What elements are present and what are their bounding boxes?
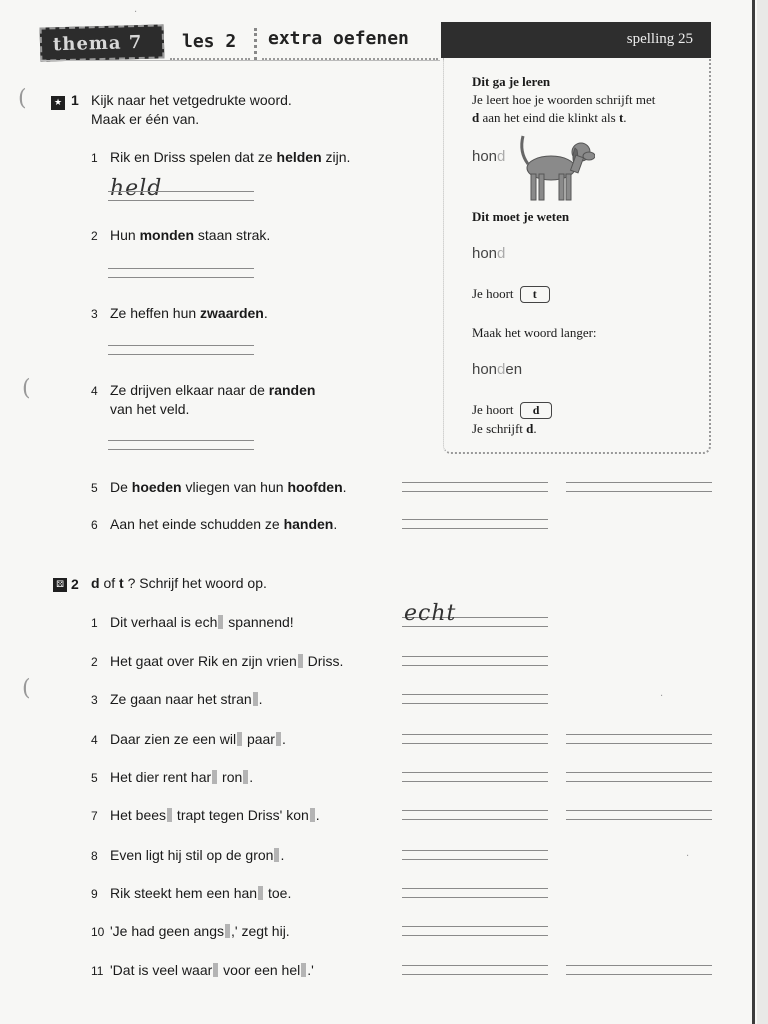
margin-mark: .	[660, 688, 664, 699]
margin-mark: .	[686, 848, 690, 859]
letter-blank[interactable]	[258, 886, 263, 900]
sentence-part: Het gaat over Rik en zijn vrien	[110, 653, 297, 669]
answer-line[interactable]	[402, 935, 548, 936]
answer-line[interactable]	[566, 491, 712, 492]
sentence-post: .	[263, 305, 268, 321]
page-edge	[752, 0, 755, 1024]
answer-line[interactable]	[566, 965, 712, 966]
sentence-part: voor een hel	[219, 962, 301, 978]
sentence-part: ,' zegt hij.	[231, 923, 290, 939]
letter-blank[interactable]	[298, 654, 303, 668]
answer-line[interactable]	[402, 743, 548, 744]
ex1-item-sentence	[110, 226, 270, 245]
hoort-label: Je hoort	[472, 402, 514, 417]
header-separator	[254, 28, 257, 60]
answer-line[interactable]	[402, 656, 548, 657]
ex1-item-number: 6	[91, 518, 98, 532]
bold-word-2: hoofden	[287, 479, 343, 495]
ex2-item-sentence	[110, 846, 284, 865]
letter-blank[interactable]	[225, 924, 230, 938]
letter-blank[interactable]	[274, 848, 279, 862]
info-longer: Maak het woord langer:	[472, 325, 597, 340]
schrijft-label: Je schrijft	[472, 421, 523, 436]
ex1-item-sentence	[110, 148, 350, 167]
answer-line[interactable]	[108, 268, 254, 269]
thema-label: thema 7	[40, 24, 165, 61]
exercise-2-instruction	[91, 574, 267, 593]
answer-line[interactable]	[566, 482, 712, 483]
instr-d: d	[91, 575, 100, 591]
sentence-part: 'Je had geen angs	[110, 923, 224, 939]
ex1-example-answer: held	[110, 176, 163, 201]
info-t: t	[618, 110, 624, 125]
sentence-part: Driss.	[303, 653, 344, 669]
info-text-rest: aan het eind die klinkt als	[479, 110, 619, 125]
sentence-mid: vliegen van hun	[181, 479, 288, 495]
ex2-item-sentence	[110, 922, 290, 941]
answer-line[interactable]	[402, 519, 548, 520]
answer-line[interactable]	[402, 781, 548, 782]
answer-line[interactable]	[402, 772, 548, 773]
letter-blank[interactable]	[213, 963, 218, 977]
letter-blank[interactable]	[237, 732, 242, 746]
answer-line[interactable]	[402, 859, 548, 860]
info-d: d	[472, 110, 480, 125]
info-title-know: Dit moet je weten	[472, 209, 570, 224]
sentence-part: Daar zien ze een wil	[110, 731, 237, 747]
word-end: d	[497, 148, 506, 165]
sentence-part: Het dier rent har	[110, 769, 212, 785]
info-title-learn: Dit ga je leren	[472, 74, 551, 89]
sentence-part: Dit verhaal is ech	[110, 614, 218, 630]
answer-line[interactable]	[566, 819, 712, 820]
ex1-item-number: 5	[91, 481, 98, 495]
ex2-item-number: 4	[91, 733, 98, 747]
sentence-pre: De	[110, 479, 132, 495]
exercise-1-instruction-2: Maak er één van.	[91, 111, 200, 127]
hoort-letter-d: d	[520, 402, 553, 419]
bold-word: helden	[276, 149, 322, 165]
answer-line[interactable]	[566, 781, 712, 782]
answer-line[interactable]	[402, 888, 548, 889]
star-icon: ★	[51, 96, 65, 110]
margin-bracket: (	[22, 676, 31, 701]
sentence-pre: Ze heffen hun	[110, 305, 201, 321]
ex1-item-sentence	[110, 478, 347, 497]
word-stem: hon	[472, 148, 498, 165]
letter-blank[interactable]	[310, 808, 315, 822]
instr-rest: ? Schrijf het woord op.	[123, 575, 267, 591]
sentence-part: toe.	[264, 885, 292, 901]
sentence-part: 'Dat is veel waar	[110, 962, 213, 978]
sentence-part: .	[249, 769, 254, 785]
answer-line[interactable]	[402, 482, 548, 483]
sentence-post: .	[342, 479, 347, 495]
ex2-item-sentence	[110, 690, 263, 709]
info-word-hond-2	[472, 245, 505, 262]
hoort-label: Je hoort	[472, 286, 514, 301]
ex2-item-number: 5	[91, 771, 98, 785]
answer-line[interactable]	[566, 743, 712, 744]
answer-line[interactable]	[108, 354, 254, 355]
answer-line[interactable]	[566, 734, 712, 735]
letter-blank[interactable]	[243, 770, 248, 784]
letter-blank[interactable]	[212, 770, 217, 784]
letter-blank[interactable]	[253, 692, 258, 706]
ex2-item-number: 8	[91, 849, 98, 863]
ex1-item-number: 2	[91, 229, 98, 243]
instr-t: t	[119, 575, 124, 591]
extra-oefenen-label: extra oefenen	[262, 26, 438, 60]
answer-line[interactable]	[402, 694, 548, 695]
ex2-item-number: 7	[91, 809, 98, 823]
info-hoort-d	[472, 402, 552, 419]
ex1-item-sentence	[110, 515, 337, 534]
info-word-honden	[472, 361, 522, 378]
ex2-example-answer: echt	[404, 601, 457, 626]
answer-line[interactable]	[108, 449, 254, 450]
exercise-1-number: 1	[71, 92, 79, 108]
info-word-hond-1	[472, 148, 505, 165]
answer-line[interactable]	[402, 528, 548, 529]
sentence-part: .	[281, 731, 286, 747]
answer-line[interactable]	[402, 819, 548, 820]
ex2-item-sentence	[110, 652, 343, 671]
word-end: d	[497, 245, 506, 262]
answer-line[interactable]	[566, 974, 712, 975]
dog-illustration	[515, 132, 595, 204]
answer-line[interactable]	[402, 965, 548, 966]
dice-icon: ⚄	[53, 578, 67, 592]
sentence-part: Het bees	[110, 807, 167, 823]
sentence-part: Even ligt hij stil op de gron	[110, 847, 274, 863]
info-text-line1: Je leert hoe je woorden schrijft met	[472, 92, 656, 107]
answer-line[interactable]	[566, 810, 712, 811]
sentence-part: Ze gaan naar het stran	[110, 691, 252, 707]
ex2-item-sentence	[110, 806, 320, 825]
answer-line[interactable]	[402, 974, 548, 975]
sentence-part: ron	[218, 769, 243, 785]
sentence-part: spannend!	[224, 614, 294, 630]
ex2-item-number: 3	[91, 693, 98, 707]
ex1-item-number: 4	[91, 384, 98, 398]
word-end: en	[505, 361, 523, 378]
info-text-end: .	[623, 110, 627, 125]
spelling-label: spelling 25	[441, 22, 711, 58]
ex2-item-number: 9	[91, 887, 98, 901]
answer-line[interactable]	[402, 810, 548, 811]
sentence-part: trapt tegen Driss' kon	[173, 807, 309, 823]
sentence-post: zijn.	[321, 149, 351, 165]
answer-line[interactable]	[566, 772, 712, 773]
ex1-item-number: 1	[91, 151, 98, 165]
word-stem: hon	[472, 361, 498, 378]
info-text-line2	[472, 110, 627, 126]
sentence-pre: Hun	[110, 227, 140, 243]
exercise-2-number: 2	[71, 576, 79, 592]
instr-of: of	[99, 575, 120, 591]
sentence-part: .	[280, 847, 285, 863]
word-mid: d	[497, 361, 506, 378]
word-stem: hon	[472, 245, 498, 262]
bold-word: handen	[283, 516, 334, 532]
margin-bracket: (	[18, 86, 27, 111]
hoort-letter-t: t	[520, 286, 550, 303]
bold-word: zwaarden	[200, 305, 264, 321]
answer-line[interactable]	[402, 734, 548, 735]
letter-blank[interactable]	[218, 615, 223, 629]
bold-word: hoeden	[131, 479, 182, 495]
ex2-item-sentence	[110, 961, 314, 980]
ex1-item-sentence	[110, 381, 315, 400]
ex2-item-sentence	[110, 884, 291, 903]
ex2-item-number: 1	[91, 616, 98, 630]
sentence-post: .	[333, 516, 338, 532]
ex2-item-number: 2	[91, 655, 98, 669]
ex1-item-sentence	[110, 304, 268, 323]
sentence-pre: Ze drijven elkaar naar de	[110, 382, 269, 398]
sentence-pre: Aan het einde schudden ze	[110, 516, 284, 532]
les-label: les 2	[170, 26, 250, 60]
sentence-part: .'	[307, 962, 314, 978]
ex1-item-number: 3	[91, 307, 98, 321]
bold-word: monden	[139, 227, 195, 243]
sentence-part: Rik steekt hem een han	[110, 885, 258, 901]
sentence-part: paar	[243, 731, 275, 747]
sentence-part: .	[258, 691, 263, 707]
sentence-part: .	[315, 807, 320, 823]
sentence-pre: Rik en Driss spelen dat ze	[110, 149, 277, 165]
letter-blank[interactable]	[301, 963, 306, 977]
letter-blank[interactable]	[276, 732, 281, 746]
exercise-1-instruction-1: Kijk naar het vetgedrukte woord.	[91, 92, 292, 108]
schrijft-letter: d	[526, 421, 534, 436]
answer-line[interactable]	[402, 703, 548, 704]
answer-line[interactable]	[402, 491, 548, 492]
answer-line[interactable]	[108, 277, 254, 278]
answer-line[interactable]	[108, 191, 254, 192]
ex1-item-sentence-line2: van het veld.	[110, 401, 190, 417]
letter-blank[interactable]	[167, 808, 172, 822]
answer-line[interactable]	[402, 665, 548, 666]
answer-line[interactable]	[402, 850, 548, 851]
header-divider	[40, 60, 440, 61]
answer-line[interactable]	[108, 200, 254, 201]
ex2-item-sentence	[110, 613, 294, 632]
answer-line[interactable]	[402, 626, 548, 627]
info-hoort-t	[472, 286, 550, 303]
schrijft-end: .	[533, 421, 537, 436]
ex2-item-sentence	[110, 768, 253, 787]
answer-line[interactable]	[402, 926, 548, 927]
ex2-item-number: 11	[91, 964, 104, 978]
bold-word: randen	[268, 382, 316, 398]
answer-line[interactable]	[108, 345, 254, 346]
info-schrijft	[472, 421, 537, 437]
answer-line[interactable]	[108, 440, 254, 441]
ex2-item-sentence	[110, 730, 286, 749]
answer-line[interactable]	[402, 897, 548, 898]
margin-bracket: (	[22, 376, 31, 401]
margin-mark: .	[134, 4, 138, 15]
page-edge-shadow	[757, 0, 768, 1024]
sentence-post: staan strak.	[194, 227, 271, 243]
ex2-item-number: 10	[91, 925, 105, 939]
